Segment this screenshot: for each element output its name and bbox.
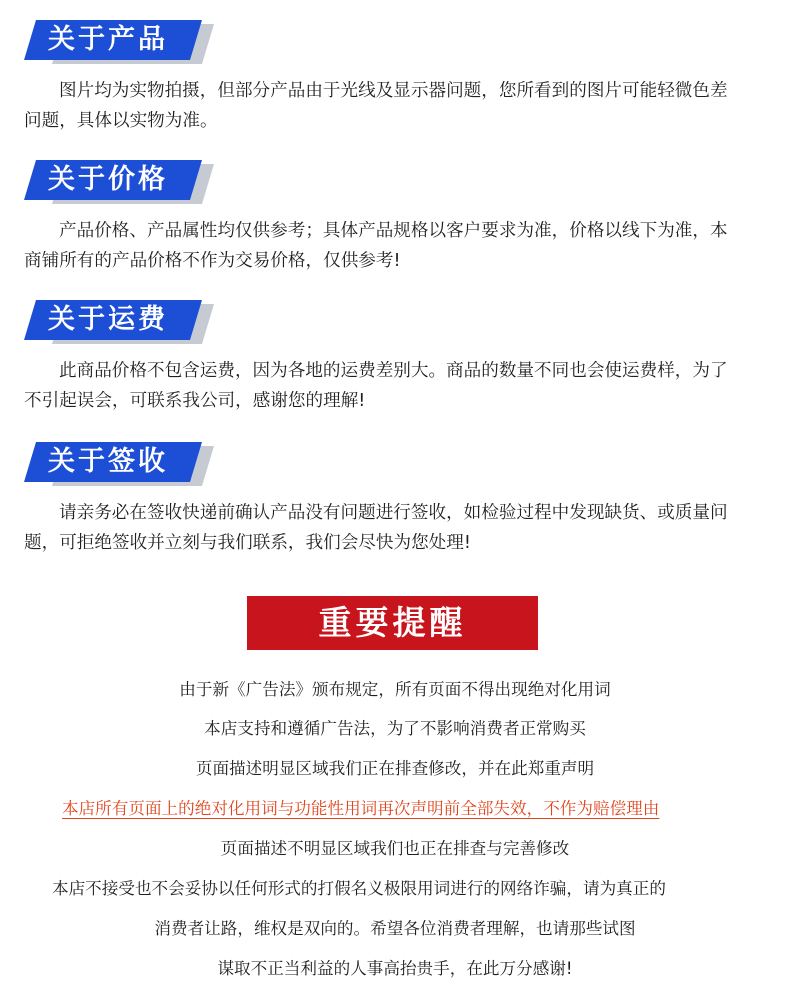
section-title: 关于产品: [48, 24, 168, 55]
section-text: 图片均为实物拍摄，但部分产品由于光线及显示器问题，您所看到的图片可能轻微色差问题，具体以实物为准。: [24, 81, 728, 131]
section-title: 关于价格: [48, 164, 168, 195]
notice-line: 谋取不正当利益的人事高抬贵手，在此万分感谢!: [217, 959, 573, 978]
notice-line-warning: 本店所有页面上的绝对化用词与功能性用词再次声明前全部失效，不作为赔偿理由: [62, 799, 660, 818]
notice-title: 重要提醒: [247, 596, 538, 650]
section-banner: [24, 20, 214, 64]
section-banner: [24, 442, 214, 486]
notice-line: 消费者让路，维权是双向的。希望各位消费者理解，也请那些试图: [154, 919, 636, 938]
notice-line: 页面描述明显区域我们正在排查修改，并在此郑重声明: [195, 759, 595, 778]
notice-line: 本店不接受也不会妥协以任何形式的打假名义极限用词进行的网络诈骗，请为真正的: [52, 879, 666, 898]
section-banner: [24, 160, 214, 204]
section-text: 请亲务必在签收快递前确认产品没有问题进行签收，如检验过程中发现缺货、或质量问题，可拒绝签收并立刻与我们联系，我们会尽快为您处理!: [24, 503, 728, 553]
notice-line: 由于新《广告法》颁布规定，所有页面不得出现绝对化用词: [179, 680, 611, 699]
section-title: 关于运费: [48, 304, 168, 335]
section-text: 此商品价格不包含运费，因为各地的运费差别大。商品的数量不同也会使运费样，为了不引起误会，可联系我公司，感谢您的理解!: [24, 361, 728, 411]
notice-line: 本店支持和遵循广告法，为了不影响消费者正常购买: [204, 719, 586, 738]
section-text: 产品价格、产品属性均仅供参考；具体产品规格以客户要求为准，价格以线下为准，本商铺所有的产品价格不作为交易价格，仅供参考!: [24, 221, 728, 271]
notice-line: 页面描述不明显区域我们也正在排查与完善修改: [220, 839, 570, 858]
section-banner: [24, 300, 214, 344]
section-title: 关于签收: [48, 446, 168, 477]
